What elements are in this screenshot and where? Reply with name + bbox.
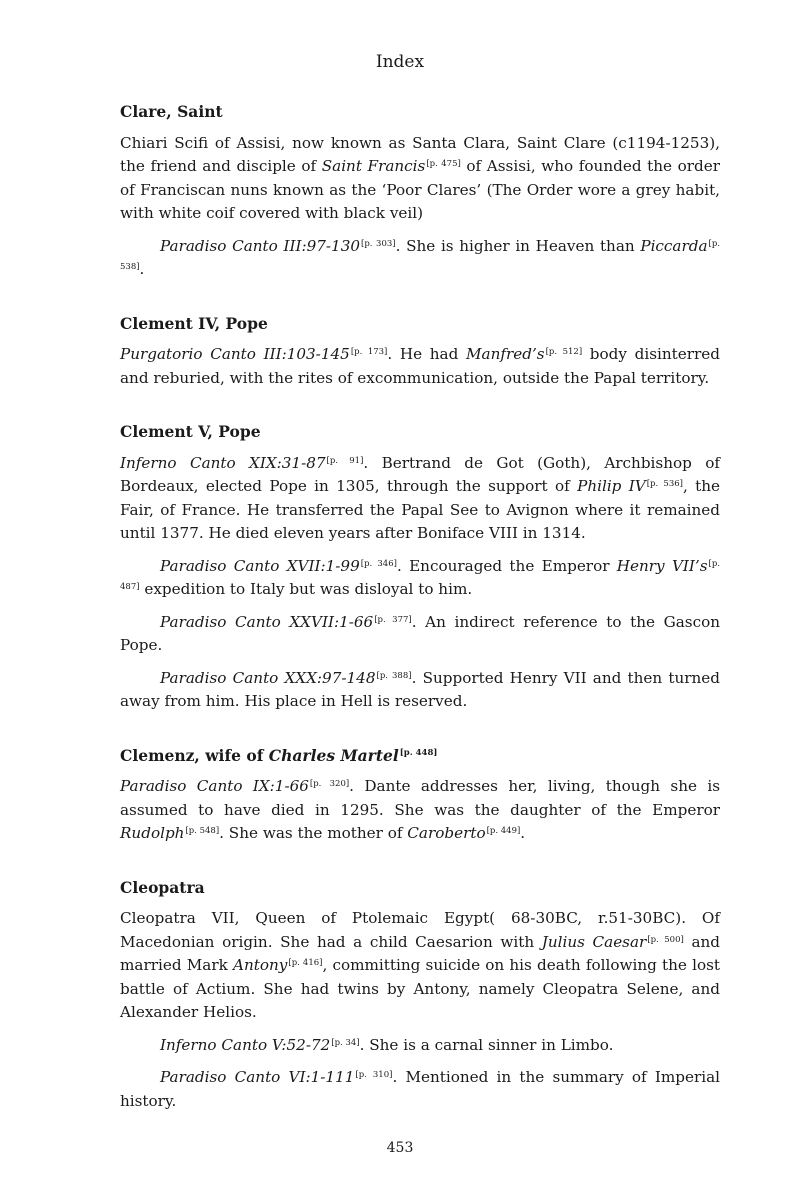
entry-title-text: Clemenz, wife of	[120, 745, 269, 765]
page-reference[interactable]: [p. 416]	[288, 958, 323, 968]
text: of Assisi, who founded the order of Franciscan nuns known as the ‘Poor Clares’ (The Order wore a grey habit, with white coif covered with black veil)	[120, 157, 720, 222]
text: .	[139, 260, 145, 278]
text: . Encouraged the Emperor	[396, 556, 617, 575]
page-reference[interactable]: [p. 548]	[185, 826, 220, 836]
page-reference[interactable]: [p. 487]	[120, 558, 720, 592]
entry-paragraph	[120, 235, 720, 282]
entry-paragraph	[120, 907, 720, 1025]
text: , the Fair, of France. He transferred the Papal See to Avignon where it remained until 1377. He died eleven years after Boniface VIII in 1314.	[120, 477, 721, 542]
cross-reference[interactable]: Antony	[233, 956, 288, 974]
text: Cleopatra VII, Queen of Ptolemaic Egypt( 68-30BC, r.51-30BC). Of Macedonian origin. She had a child Caesarion with	[120, 909, 720, 951]
page-reference[interactable]: [p. 449]	[486, 826, 521, 836]
page-number: 453	[386, 1140, 414, 1156]
text: . Supported Henry VII and then turned away from him. His place in Hell is reserved.	[120, 668, 721, 710]
page-reference[interactable]: [p. 377]	[374, 614, 412, 625]
index-entry-clare	[120, 100, 720, 282]
canto-reference[interactable]: Paradiso Canto XXX:97-148	[160, 668, 376, 687]
cross-reference[interactable]: Saint Francis	[321, 157, 426, 175]
cross-reference[interactable]: Henry VII’s	[616, 556, 708, 575]
text: , committing suicide on his death following the lost battle of Actium. She had twins by Antony, namely Cleopatra Selene, and Alexander Helios.	[120, 956, 721, 1021]
canto-reference[interactable]: Paradiso Canto VI:1-111	[160, 1068, 355, 1086]
text: . She was the mother of	[219, 824, 408, 842]
cross-reference[interactable]: Rudolph	[120, 824, 185, 842]
entry-paragraph	[120, 775, 720, 846]
text: . She is a carnal sinner in Limbo.	[359, 1035, 614, 1054]
text: Chiari Scifi of Assisi, now known as Santa Clara, Saint Clare (c1194-1253), the friend and disciple of	[120, 133, 720, 175]
page-reference[interactable]: [p. 173]	[350, 347, 388, 357]
entry-paragraph	[120, 1066, 720, 1113]
entry-title: Cleopatra	[120, 877, 205, 897]
index-entry-clement-iv	[120, 312, 720, 391]
running-head: Index	[375, 52, 425, 72]
entry-paragraph	[120, 611, 720, 658]
entry-title	[120, 744, 720, 768]
entry-paragraph	[120, 132, 720, 226]
text: body disinterred and reburied, with the rites of excommunication, outside the Papal territory.	[120, 345, 720, 387]
page-reference[interactable]: [p. 303]	[361, 238, 396, 249]
entry-title: Clare, Saint	[120, 102, 223, 121]
entry-title: Clement IV, Pope	[120, 313, 268, 333]
page-reference[interactable]: [p. 91]	[326, 455, 364, 466]
page-reference[interactable]: [p. 538]	[120, 238, 720, 272]
index-body	[120, 100, 720, 1143]
page-reference[interactable]: [p. 512]	[545, 347, 583, 357]
page-reference[interactable]: [p. 475]	[426, 159, 461, 169]
text: . She is higher in Heaven than	[395, 236, 641, 255]
entry-paragraph	[120, 343, 720, 390]
text: . He had	[387, 345, 466, 363]
index-entry-clemenz	[120, 744, 720, 846]
page-reference[interactable]: [p. 346]	[360, 558, 397, 569]
canto-reference[interactable]: Purgatorio Canto III:103-145	[120, 345, 350, 363]
canto-reference[interactable]: Paradiso Canto IX:1-66	[120, 777, 309, 795]
cross-reference[interactable]: Caroberto	[407, 824, 486, 842]
entry-paragraph	[120, 667, 720, 714]
entry-paragraph	[120, 555, 720, 602]
index-entry-clement-v	[120, 420, 720, 714]
page-reference[interactable]: [p. 388]	[376, 670, 412, 681]
canto-reference[interactable]: Paradiso Canto XXVII:1-66	[160, 612, 374, 631]
text: and married Mark	[120, 932, 720, 974]
index-entry-cleopatra	[120, 876, 720, 1114]
text: . Mentioned in the summary of Imperial history.	[120, 1068, 720, 1110]
canto-reference[interactable]: Inferno Canto V:52-72	[160, 1035, 331, 1054]
canto-reference[interactable]: Paradiso Canto XVII:1-99	[160, 556, 360, 575]
text: .	[520, 824, 526, 842]
text: . Bertrand de Got (Goth), Archbishop of Bordeaux, elected Pope in 1305, through the support of	[120, 453, 720, 495]
cross-reference[interactable]: Philip IV	[577, 477, 646, 495]
page-reference[interactable]: [p. 500]	[647, 934, 684, 945]
text: . An indirect reference to the Gascon Pope.	[120, 612, 721, 654]
canto-reference[interactable]: Inferno Canto XIX:31-87	[120, 453, 326, 472]
entry-paragraph	[120, 452, 720, 546]
page-reference[interactable]: [p. 320]	[309, 779, 350, 789]
cross-reference[interactable]: Julius Caesar	[541, 932, 647, 951]
page-reference[interactable]: [p. 536]	[646, 479, 683, 489]
cross-reference[interactable]: Charles Martel	[268, 745, 399, 765]
entry-paragraph	[120, 1034, 720, 1058]
entry-title: Clement V, Pope	[120, 422, 261, 441]
text: expedition to Italy but was disloyal to him.	[139, 580, 473, 598]
cross-reference[interactable]: Piccarda	[640, 236, 708, 255]
text: . Dante addresses her, living, though she is assumed to have died in 1295. She was the daughter of the Emperor	[120, 777, 720, 819]
page-reference[interactable]: [p. 34]	[331, 1037, 360, 1048]
canto-reference[interactable]: Paradiso Canto III:97-130	[160, 236, 361, 255]
cross-reference[interactable]: Manfred’s	[465, 345, 545, 363]
page-reference[interactable]: [p. 310]	[355, 1070, 393, 1080]
page-reference[interactable]: [p. 448]	[399, 747, 438, 758]
